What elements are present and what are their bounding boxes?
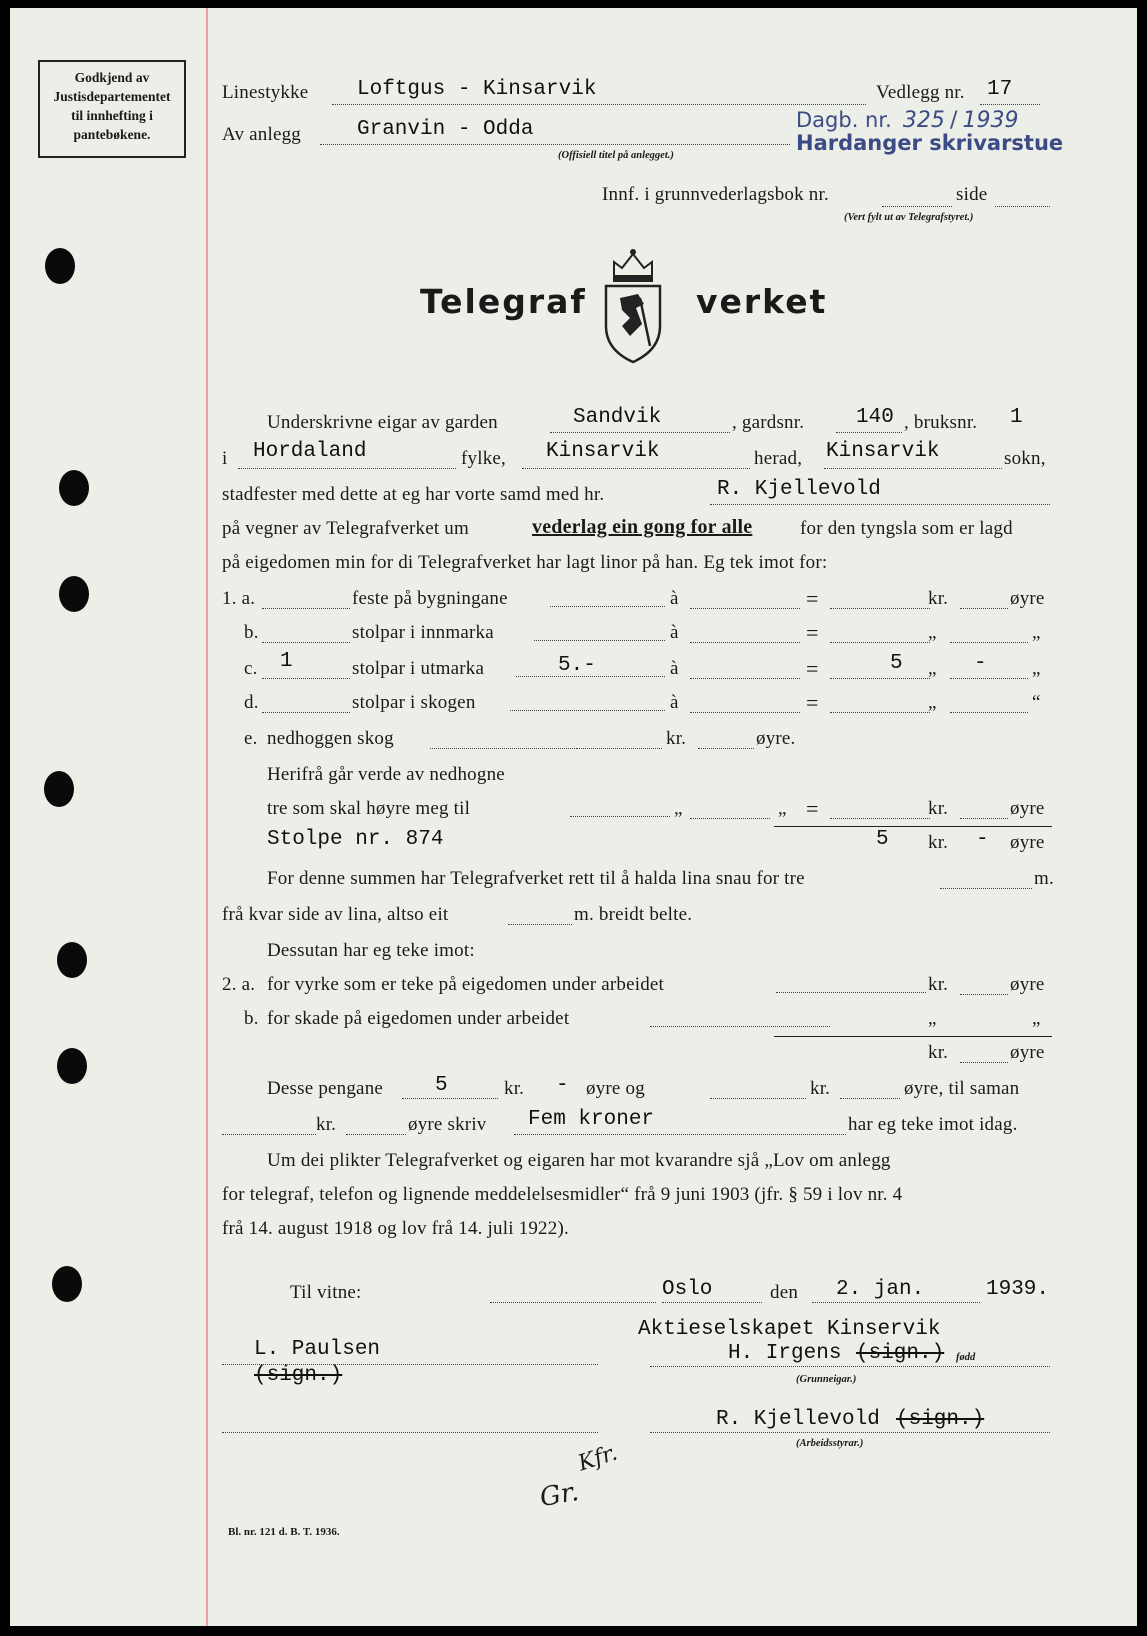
item-b-text: stolpar i innmarka	[352, 622, 494, 643]
item-c-num: c.	[244, 658, 258, 679]
snau-m: m.	[1034, 868, 1054, 889]
item-e-text: nedhoggen skog	[267, 728, 394, 749]
dagbok-label: Dagb. nr.	[796, 108, 892, 132]
fill-line	[882, 206, 952, 207]
fill-line	[690, 608, 800, 609]
coat-of-arms-icon	[600, 246, 666, 366]
fill-line	[960, 1062, 1008, 1063]
item-c-oyre: -	[974, 652, 987, 675]
payment-kr-value: 5	[435, 1074, 448, 1097]
stamp-line: pantebøkene.	[73, 127, 151, 142]
item-c-qty: 1	[280, 650, 293, 673]
punch-hole	[57, 1048, 87, 1084]
payment-text-2: har eg teke imot idag.	[848, 1114, 1018, 1135]
fylke-value: Hordaland	[253, 440, 367, 463]
intro-text-1: Underskrivne eigar av garden	[267, 412, 498, 433]
item-d-text: stolpar i skogen	[352, 692, 476, 713]
fill-line	[570, 816, 670, 817]
intro-text-9: på vegner av Telegrafverket um	[222, 518, 469, 539]
fill-line	[550, 432, 730, 433]
fill-line	[690, 712, 800, 713]
fill-line	[840, 1098, 900, 1099]
bruksnr-value: 1	[1010, 406, 1023, 429]
sign-year: 1939.	[986, 1278, 1050, 1301]
dessutan-a-text: for vyrke som er teke på eigedomen under arbeidet	[267, 974, 665, 995]
fill-line	[960, 608, 1008, 609]
boss-role: (Arbeidsstyrar.)	[796, 1438, 864, 1449]
dessutan-a-kr: kr.	[928, 974, 949, 995]
dagbok-year: 1939	[962, 108, 1019, 133]
innf-label: Innf. i grunnvederlagsbok nr.	[602, 184, 829, 205]
item-d-quote-1: „	[928, 692, 937, 713]
fill-line	[320, 144, 790, 145]
item-a-num: 1. a.	[222, 588, 256, 609]
punch-hole	[44, 771, 74, 807]
herifra-quote-2: „	[778, 798, 787, 819]
item-c-price: 5.-	[558, 654, 596, 677]
fill-line	[995, 206, 1050, 207]
fill-line	[830, 642, 930, 643]
fill-line	[710, 1098, 806, 1099]
payment-oyre: øyre og	[586, 1078, 645, 1099]
dessutan-b-quote-2: „	[1032, 1008, 1041, 1029]
snau-text-1: For denne summen har Telegrafverket rett til å halda lina snau for tre	[267, 868, 805, 889]
fill-line	[430, 748, 575, 749]
herifra-line-2: tre som skal høyre meg til	[267, 798, 471, 819]
witness-sign-text: (sign.)	[254, 1364, 343, 1387]
punch-hole	[59, 470, 89, 506]
item-d-num: d.	[244, 692, 259, 713]
dagbok-stamp	[796, 108, 1063, 155]
document-page	[10, 8, 1137, 1626]
sum-rule	[774, 826, 1052, 827]
fill-line	[402, 1098, 498, 1099]
dessutan-b-quote-1: „	[928, 1008, 937, 1029]
payment-oyre-2: øyre, til saman	[904, 1078, 1020, 1099]
law-line-3: frå 14. august 1918 og lov frå 14. juli 1922).	[222, 1218, 569, 1239]
intro-text-8: stadfester med dette at eg har vorte samd med hr.	[222, 484, 605, 505]
linestykke-label: Linestykke	[222, 82, 309, 103]
dagbok-office: Hardanger skrivarstue	[796, 131, 1064, 155]
fill-line	[980, 104, 1040, 105]
fill-line	[650, 1366, 1050, 1367]
herifra-eq: =	[806, 796, 819, 821]
fill-line	[534, 640, 665, 641]
dessutan-heading: Dessutan har eg teke imot:	[267, 940, 475, 961]
fill-line	[332, 104, 866, 105]
item-a-eq: =	[806, 586, 819, 611]
fill-line	[490, 1302, 656, 1303]
fill-line	[830, 678, 930, 679]
fill-line	[508, 924, 572, 925]
boss-sign: (sign.)	[896, 1408, 985, 1431]
dagbok-separator: /	[949, 108, 958, 133]
gardsnr-value: 140	[856, 406, 894, 429]
stolpe-oyre-value: -	[976, 828, 989, 851]
stolpe-kr: kr.	[928, 832, 949, 853]
owner-name: H. Irgens	[728, 1342, 842, 1365]
vederlag-emphasis: vederlag ein gong for alle	[532, 516, 753, 538]
fill-line	[812, 1302, 980, 1303]
item-c-kr: 5	[890, 652, 903, 675]
anlegg-note: (Offisiell titel på anlegget.)	[558, 150, 674, 161]
linestykke-value: Loftgus - Kinsarvik	[357, 78, 597, 101]
item-b-quote-2: „	[1032, 622, 1041, 643]
stolpe-note: Stolpe nr. 874	[267, 828, 444, 851]
item-a-kr: kr.	[928, 588, 949, 609]
anlegg-value: Granvin - Odda	[357, 118, 534, 141]
item-b-quote-1: „	[928, 622, 937, 643]
intro-text-3: , bruksnr.	[904, 412, 978, 433]
fill-line	[662, 1302, 762, 1303]
item-e-oyre: øyre.	[756, 728, 796, 749]
snau-text-2: frå kvar side av lina, altso eit	[222, 904, 449, 925]
payment-kr: kr.	[504, 1078, 525, 1099]
boss-name: R. Kjellevold	[716, 1408, 880, 1431]
item-a-text: feste på bygningane	[352, 588, 508, 609]
herifra-quote: „	[674, 798, 683, 819]
title-left: Telegraf	[420, 282, 587, 321]
item-d-quote-2: “	[1032, 692, 1041, 713]
fill-line	[950, 712, 1028, 713]
fill-line	[698, 748, 754, 749]
anlegg-label: Av anlegg	[222, 124, 302, 145]
fill-line	[514, 1134, 846, 1135]
owner-sign: (sign.)	[856, 1342, 945, 1365]
dessutan-b-num: b.	[244, 1008, 259, 1029]
fill-line	[830, 712, 930, 713]
margin-rule	[206, 8, 208, 1626]
owner-fodd: fødd	[956, 1352, 976, 1363]
fill-line	[960, 818, 1008, 819]
payment-words: Fem kroner	[528, 1108, 655, 1131]
fill-line	[950, 678, 1028, 679]
herifra-kr: kr.	[928, 798, 949, 819]
stamp-line: til innhefting i	[71, 108, 153, 123]
sokn-value: Kinsarvik	[826, 440, 940, 463]
vitne-label: Til vitne:	[290, 1282, 362, 1303]
fill-line	[650, 1432, 1050, 1433]
punch-hole	[57, 942, 87, 978]
stolpe-oyre: øyre	[1010, 832, 1045, 853]
punch-hole	[52, 1266, 82, 1302]
fill-line	[830, 608, 930, 609]
fill-line	[576, 748, 662, 749]
side-label: side	[956, 184, 988, 205]
owner-role: (Grunneigar.)	[796, 1374, 857, 1385]
intro-text-4: i	[222, 448, 228, 469]
fill-line	[830, 818, 930, 819]
item-d-eq: =	[806, 690, 819, 715]
fill-line	[262, 608, 350, 609]
vedlegg-value: 17	[987, 78, 1013, 101]
intro-text-6: herad,	[754, 448, 803, 469]
payment-text-1: Desse pengane	[267, 1078, 384, 1099]
fill-line	[550, 606, 665, 607]
item-c-eq: =	[806, 656, 819, 681]
fill-line	[690, 818, 770, 819]
dagbok-number: 325	[902, 108, 945, 133]
payment-kr-2: kr.	[810, 1078, 831, 1099]
dessutan-total-kr: kr.	[928, 1042, 949, 1063]
fill-line	[836, 432, 902, 433]
form-number: Bl. nr. 121 d. B. T. 1936.	[228, 1526, 340, 1538]
punch-hole	[45, 248, 75, 284]
law-line-2: for telegraf, telefon og lignende meddelelsesmidler“ frå 9 juni 1903 (jfr. § 59 i lov nr. 4	[222, 1184, 903, 1205]
item-c-quote-1: „	[928, 658, 937, 679]
item-c-text: stolpar i utmarka	[352, 658, 485, 679]
fill-line	[222, 1432, 598, 1433]
fill-line	[262, 642, 350, 643]
fill-line	[238, 468, 456, 469]
approval-stamp	[38, 60, 186, 158]
stamp-line: Justisdepartementet	[53, 89, 171, 104]
innf-note: (Vert fylt ut av Telegrafstyret.)	[844, 212, 974, 223]
item-c-quote-2: „	[1032, 658, 1041, 679]
fill-line	[824, 468, 1002, 469]
fill-line	[516, 676, 665, 677]
company-name: Aktieselskapet Kinservik	[638, 1318, 941, 1341]
fill-line	[940, 888, 1032, 889]
garden-value: Sandvik	[573, 406, 662, 429]
hr-value: R. Kjellevold	[717, 478, 881, 501]
witness-name: L. Paulsen	[254, 1338, 381, 1361]
sign-den: den	[770, 1282, 799, 1303]
fill-line	[710, 504, 1050, 505]
stamp-line: Godkjend av	[74, 70, 150, 85]
title-right: verket	[696, 282, 828, 321]
item-b-num: b.	[244, 622, 259, 643]
law-line-1: Um dei plikter Telegrafverket og eigaren har mot kvarandre sjå „Lov om anlegg	[267, 1150, 891, 1171]
stolpe-kr-value: 5	[876, 828, 889, 851]
item-e-kr: kr.	[666, 728, 687, 749]
fill-line	[510, 710, 665, 711]
dessutan-a-oyre: øyre	[1010, 974, 1045, 995]
item-a-oyre: øyre	[1010, 588, 1045, 609]
fill-line	[222, 1134, 316, 1135]
herad-value: Kinsarvik	[546, 440, 660, 463]
herifra-oyre: øyre	[1010, 798, 1045, 819]
fill-line	[522, 468, 750, 469]
payment-oyre-3: øyre skriv	[408, 1114, 487, 1135]
fill-line	[950, 642, 1028, 643]
fill-line	[690, 642, 800, 643]
intro-text-9c: for den tyngsla som er lagd	[800, 518, 1013, 539]
item-c-at: à	[670, 658, 679, 679]
intro-text-2: , gardsnr.	[732, 412, 805, 433]
intro-text-10: på eigedomen min for di Telegrafverket har lagt linor på han. Eg tek imot for:	[222, 552, 828, 573]
fill-line	[960, 994, 1008, 995]
dessutan-b-text: for skade på eigedomen under arbeidet	[267, 1008, 570, 1029]
fill-line	[346, 1134, 406, 1135]
fill-line	[262, 678, 350, 679]
intro-text-5: fylke,	[461, 448, 506, 469]
payment-oyre-value: -	[556, 1074, 569, 1097]
fill-line	[776, 992, 926, 993]
snau-text-3: m. breidt belte.	[574, 904, 693, 925]
initials-1: Kfr.	[575, 1440, 621, 1477]
item-d-at: à	[670, 692, 679, 713]
sign-date: 2. jan.	[836, 1278, 925, 1301]
fill-line	[262, 712, 350, 713]
witness-sign	[254, 1364, 342, 1387]
sign-place: Oslo	[662, 1278, 713, 1301]
dessutan-a-num: 2. a.	[222, 974, 256, 995]
dessutan-total-oyre: øyre	[1010, 1042, 1045, 1063]
payment-kr-3: kr.	[316, 1114, 337, 1135]
intro-text-7: sokn,	[1004, 448, 1046, 469]
fill-line	[650, 1026, 830, 1027]
punch-hole	[59, 576, 89, 612]
vedlegg-label: Vedlegg nr.	[876, 82, 965, 103]
fill-line	[690, 678, 800, 679]
item-b-eq: =	[806, 620, 819, 645]
item-a-at: à	[670, 588, 679, 609]
initials-2: Gr.	[537, 1476, 581, 1514]
item-b-at: à	[670, 622, 679, 643]
item-e-num: e.	[244, 728, 258, 749]
sum-rule	[774, 1036, 1052, 1037]
herifra-line-1: Herifrå går verde av nedhogne	[267, 764, 505, 785]
